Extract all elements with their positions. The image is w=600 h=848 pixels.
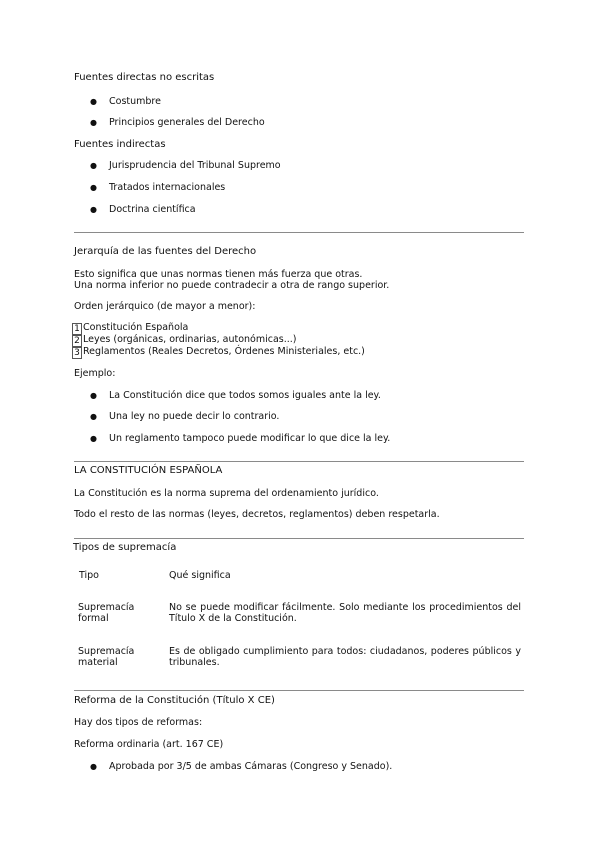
bullet-icon: ● [90,118,97,127]
table-header-significado: Qué significa [169,570,231,581]
numbered-item: 2 Leyes (orgánicas, ordinarias, autonómicas...) [72,334,297,347]
ejemplo-label: Ejemplo: [74,368,116,379]
bullet-icon: ● [90,434,97,443]
paragraph-line: Esto significa que unas normas tienen más fuerza que otras. [74,269,363,280]
table-header-tipo: Tipo [79,570,99,581]
number-badge: 2 [72,335,82,347]
bullet-icon: ● [90,205,97,214]
table-cell-tipo: Supremacía material [78,646,135,668]
list-item: ● La Constitución dice que todos somos iguales ante la ley. [90,390,381,401]
numbered-item: 1 Constitución Española [72,322,188,335]
section-heading-jerarquia: Jerarquía de las fuentes del Derecho [74,246,257,257]
list-item: ● Un reglamento tampoco puede modificar lo que dice la ley. [90,433,391,444]
section-heading-supremacia: Tipos de supremacía [73,542,177,553]
paragraph-line: Una norma inferior no puede contradecir a otra de rango superior. [74,280,390,291]
subheading-reforma-ordinaria: Reforma ordinaria (art. 167 CE) [74,739,224,750]
table-cell-significado: Es de obligado cumplimiento para todos: ciudadanos, poderes públicos y tribunales. [169,646,521,668]
numbered-item: 3 Reglamentos (Reales Decretos, Órdenes Ministeriales, etc.) [72,346,365,359]
list-item: ● Principios generales del Derecho [90,117,265,128]
list-item: ● Jurisprudencia del Tribunal Supremo [90,160,281,171]
list-item: ● Una ley no puede decir lo contrario. [90,411,280,422]
table-cell-significado: No se puede modificar fácilmente. Solo mediante los procedimientos del Título X de la Constitución. [169,602,521,624]
section-divider [74,232,524,233]
paragraph: La Constitución es la norma suprema del ordenamiento jurídico. [74,488,379,499]
number-badge: 1 [72,323,82,335]
bullet-icon: ● [90,97,97,106]
list-item: ● Doctrina científica [90,204,196,215]
orden-label: Orden jerárquico (de mayor a menor): [74,301,256,312]
bullet-icon: ● [90,762,97,771]
bullet-icon: ● [90,161,97,170]
number-badge: 3 [72,347,82,359]
section-heading-indirectas: Fuentes indirectas [74,139,166,150]
section-divider [74,690,524,691]
table-cell-tipo: Supremacía formal [78,602,135,624]
bullet-icon: ● [90,183,97,192]
section-heading-directas: Fuentes directas no escritas [74,72,215,83]
paragraph: Hay dos tipos de reformas: [74,717,203,728]
section-heading-reforma: Reforma de la Constitución (Título X CE) [74,695,275,706]
bullet-icon: ● [90,412,97,421]
section-divider [74,538,524,539]
bullet-icon: ● [90,391,97,400]
paragraph: Todo el resto de las normas (leyes, decretos, reglamentos) deben respetarla. [74,509,440,520]
list-item: ● Aprobada por 3/5 de ambas Cámaras (Congreso y Senado). [90,761,393,772]
list-item: ● Costumbre [90,96,161,107]
section-divider [74,461,524,462]
list-item: ● Tratados internacionales [90,182,226,193]
section-heading-constitucion: LA CONSTITUCIÓN ESPAÑOLA [74,465,223,476]
